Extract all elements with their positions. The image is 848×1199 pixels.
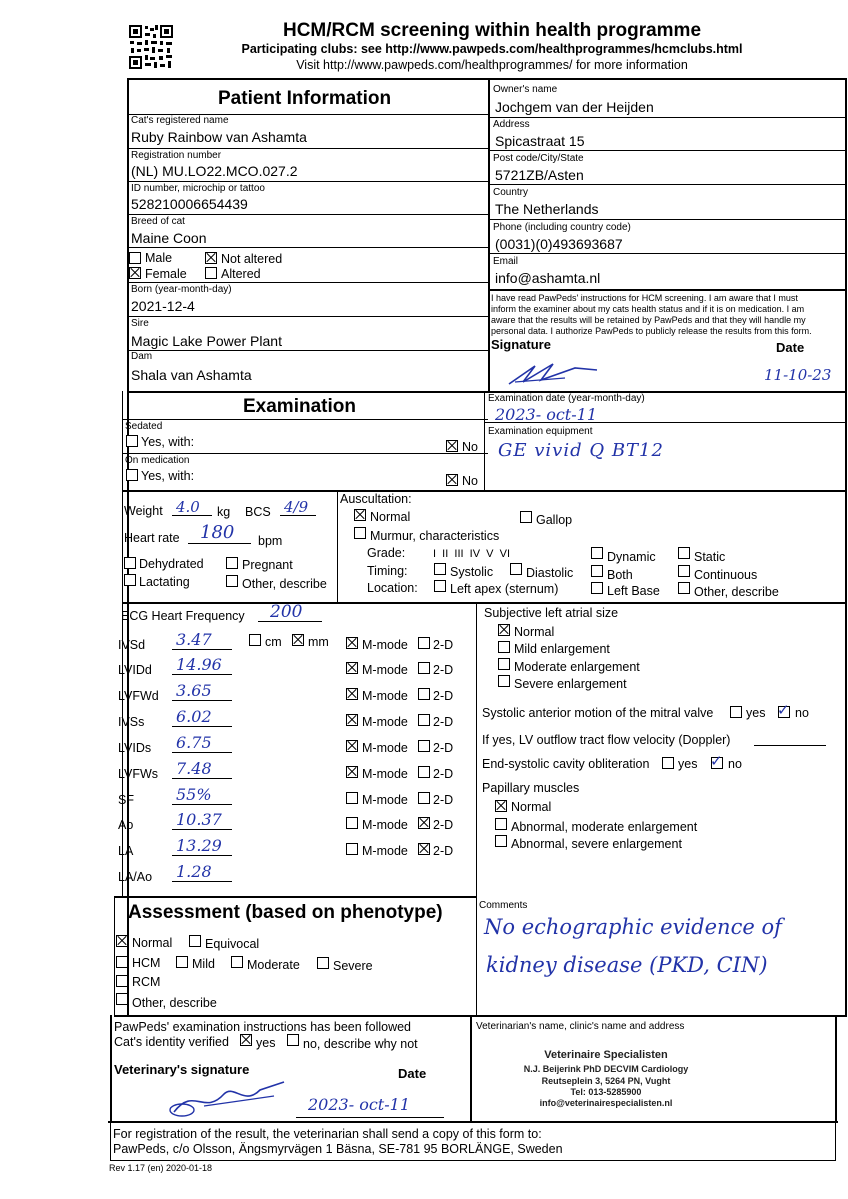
diastolic-checkbox[interactable]: [510, 563, 522, 575]
left-apex-label: Left apex (sternum): [450, 582, 559, 596]
identity-yes-label: yes: [256, 1036, 276, 1050]
atrial-size-label: Subjective left atrial size: [484, 606, 619, 620]
twod-label: 2-D: [433, 793, 454, 807]
female-checkbox[interactable]: [129, 267, 141, 279]
altered-label: Altered: [221, 267, 261, 281]
medication-label: On medication: [125, 455, 190, 466]
systolic-label: Systolic: [450, 565, 494, 579]
static-checkbox[interactable]: [678, 547, 690, 559]
mmode-checkbox[interactable]: [346, 766, 358, 778]
atrial-moderate-label: Moderate enlargement: [514, 660, 640, 674]
instructions-followed: PawPeds' examination instructions has been followed: [114, 1020, 412, 1034]
assess-rcm-checkbox[interactable]: [116, 975, 128, 987]
mmode-label: M-mode: [362, 638, 408, 652]
owner-date-label: Date: [776, 340, 805, 355]
echo-value-lvidd[interactable]: 14.96: [176, 655, 222, 674]
consent-line-4: personal data. I authorize PawPeds to publicly release the results from this form.: [491, 326, 812, 336]
postcode-value[interactable]: 5721ZB/Asten: [495, 167, 584, 183]
assess-hcm-label: HCM: [132, 956, 161, 970]
vet-stamp-line-4: Tel: 013-5285900: [570, 1087, 642, 1097]
vet-stamp-line-5: info@veterinairespecialisten.nl: [539, 1098, 673, 1108]
assess-other-checkbox[interactable]: [116, 993, 128, 1005]
assess-severe-label: Severe: [333, 959, 373, 973]
pregnant-label: Pregnant: [242, 558, 293, 572]
mmode-label: M-mode: [362, 663, 408, 677]
owner-name-value[interactable]: Jochgem van der Heijden: [495, 99, 654, 115]
gallop-label: Gallop: [536, 513, 573, 527]
other-describe-checkbox[interactable]: [226, 575, 238, 587]
sedated-yes-label: Yes, with:: [141, 435, 195, 449]
mmode-checkbox[interactable]: [346, 637, 358, 649]
echo-label-lvfwd: LVFWd: [118, 689, 159, 703]
continuous-label: Continuous: [694, 568, 758, 582]
mmode-checkbox[interactable]: [346, 843, 358, 855]
echo-underline: [172, 881, 232, 882]
sire-label: Sire: [131, 318, 149, 329]
not-altered-checkbox[interactable]: [205, 252, 217, 264]
twod-label: 2-D: [433, 663, 454, 677]
grade-options[interactable]: I II III IV V VI: [433, 548, 511, 560]
mmode-checkbox[interactable]: [346, 792, 358, 804]
assess-hcm-checkbox[interactable]: [116, 956, 128, 968]
echo-value-lvids[interactable]: 6.75: [176, 733, 212, 752]
sam-label: Systolic anterior motion of the mitral valve: [482, 706, 714, 720]
heart-rate-unit: bpm: [258, 534, 283, 548]
medication-no-label: No: [462, 474, 478, 488]
identity-verified-label: Cat's identity verified: [114, 1035, 229, 1049]
male-checkbox[interactable]: [129, 252, 141, 264]
vet-stamp-line-1: Veterinaire Specialisten: [544, 1049, 668, 1061]
id-value[interactable]: 528210006654439: [131, 196, 248, 212]
twod-label: 2-D: [433, 638, 454, 652]
atrial-normal-checkbox[interactable]: [498, 624, 510, 636]
twod-label: 2-D: [433, 715, 454, 729]
ecg-label: ECG Heart Frequency: [121, 609, 245, 623]
echo-underline: [172, 804, 232, 805]
medication-yes-checkbox[interactable]: [126, 469, 138, 481]
atrial-moderate-checkbox[interactable]: [498, 658, 510, 670]
twod-checkbox[interactable]: [418, 817, 430, 829]
echo-label-la-ao: LA/Ao: [118, 870, 153, 884]
continuous-checkbox[interactable]: [678, 565, 690, 577]
echo-label-sf: SF: [118, 793, 134, 807]
echo-underline: [172, 649, 232, 650]
assess-equivocal-checkbox[interactable]: [189, 935, 201, 947]
echo-underline: [172, 700, 232, 701]
equipment-value[interactable]: GE vivid Q BT12: [498, 440, 664, 461]
assess-mild-checkbox[interactable]: [176, 956, 188, 968]
id-label: ID number, microchip or tattoo: [131, 183, 265, 194]
heart-rate-value[interactable]: 180: [200, 522, 235, 543]
atrial-mild-checkbox[interactable]: [498, 641, 510, 653]
lactating-checkbox[interactable]: [124, 574, 136, 586]
echo-underline: [172, 726, 232, 727]
papillary-severe-label: Abnormal, severe enlargement: [511, 837, 682, 851]
echo-label-ivss: IVSs: [118, 715, 145, 729]
comments-label: Comments: [479, 900, 528, 911]
consent-line-3: aware that the results will be retained by PawPeds and that they will handle my: [491, 315, 806, 325]
consent-line-1: I have read PawPeds' instructions for HCM screening. I am aware that I must: [491, 293, 798, 303]
papillary-normal-checkbox[interactable]: [495, 800, 507, 812]
sedated-yes-checkbox[interactable]: [126, 435, 138, 447]
comments-line-1[interactable]: No echographic evidence of: [484, 915, 782, 939]
echo-value-ao[interactable]: 10.37: [176, 810, 222, 829]
assess-mild-label: Mild: [192, 957, 215, 971]
left-base-checkbox[interactable]: [591, 582, 603, 594]
phone-value[interactable]: (0031)(0)493693687: [495, 236, 623, 252]
postcode-label: Post code/City/State: [493, 153, 584, 164]
vet-signature[interactable]: [164, 1076, 294, 1120]
email-value[interactable]: info@ashamta.nl: [495, 270, 601, 286]
qr-code-icon: [128, 24, 174, 70]
mmode-label: M-mode: [362, 818, 408, 832]
twod-checkbox[interactable]: [418, 637, 430, 649]
sire-value[interactable]: Magic Lake Power Plant: [131, 333, 282, 349]
atrial-mild-label: Mild enlargement: [514, 642, 610, 656]
assess-severe-checkbox[interactable]: [317, 957, 329, 969]
assess-equivocal-label: Equivocal: [205, 937, 260, 951]
assess-normal-checkbox[interactable]: [116, 935, 128, 947]
both-checkbox[interactable]: [591, 565, 603, 577]
sam-no-label: no: [795, 706, 809, 720]
examination-heading: Examination: [243, 396, 356, 417]
pregnant-checkbox[interactable]: [226, 557, 238, 569]
phone-label: Phone (including country code): [493, 222, 631, 233]
twod-checkbox[interactable]: [418, 662, 430, 674]
systolic-checkbox[interactable]: [434, 563, 446, 575]
twod-label: 2-D: [433, 689, 454, 703]
identity-no-checkbox[interactable]: [287, 1034, 299, 1046]
echo-underline: [172, 752, 232, 753]
atrial-severe-label: Severe enlargement: [514, 677, 627, 691]
echo-label-lvids: LVIDs: [118, 741, 152, 755]
atrial-normal-label: Normal: [514, 625, 555, 639]
murmur-checkbox[interactable]: [354, 527, 366, 539]
assess-normal-label: Normal: [132, 936, 173, 950]
echo-value-lvfws[interactable]: 7.48: [176, 759, 212, 778]
papillary-label: Papillary muscles: [482, 781, 580, 795]
equipment-label: Examination equipment: [488, 426, 593, 437]
twod-checkbox[interactable]: [418, 792, 430, 804]
weight-unit: kg: [217, 505, 231, 519]
murmur-label: Murmur, characteristics: [370, 529, 500, 543]
assess-rcm-label: RCM: [132, 975, 161, 989]
unit-cm-label: cm: [265, 635, 282, 649]
owner-signature-label: Signature: [491, 337, 551, 352]
consent-line-2: inform the examiner about my cats health status and if it is on medication. I am: [491, 304, 805, 314]
mmode-checkbox[interactable]: [346, 688, 358, 700]
weight-label: Weight: [124, 504, 163, 518]
dam-label: Dam: [131, 351, 153, 362]
echo-underline: [172, 855, 232, 856]
footer-line-1: For registration of the result, the veterinarian shall send a copy of this form to:: [113, 1127, 542, 1141]
vet-stamp-line-2: N.J. Beijerink PhD DECVIM Cardiology: [523, 1064, 689, 1074]
sedated-label: Sedated: [125, 421, 163, 432]
breed-label: Breed of cat: [131, 216, 185, 227]
not-altered-label: Not altered: [221, 252, 283, 266]
mmode-label: M-mode: [362, 767, 408, 781]
mmode-label: M-mode: [362, 793, 408, 807]
ecg-value[interactable]: 200: [270, 602, 303, 622]
exam-date-value[interactable]: 2023- oct-11: [495, 405, 597, 424]
twod-label: 2-D: [433, 741, 454, 755]
cat-name-label: Cat's registered name: [131, 115, 229, 126]
echo-label-la: LA: [118, 844, 134, 858]
mmode-label: M-mode: [362, 689, 408, 703]
twod-checkbox[interactable]: [418, 843, 430, 855]
twod-checkbox[interactable]: [418, 688, 430, 700]
vet-date-label: Date: [398, 1066, 427, 1081]
mmode-label: M-mode: [362, 844, 408, 858]
heart-rate-label: Heart rate: [124, 531, 180, 545]
grade-label: Grade:: [367, 546, 406, 560]
assess-other-label: Other, describe: [132, 996, 217, 1010]
identity-yes-checkbox[interactable]: [240, 1034, 252, 1046]
auscultation-label: Auscultation:: [340, 492, 412, 506]
mmode-label: M-mode: [362, 715, 408, 729]
unit-mm-label: mm: [308, 635, 329, 649]
eso-no-check-icon: ✓: [710, 753, 723, 770]
owner-date-value[interactable]: 11-10-23: [764, 366, 832, 384]
twod-label: 2-D: [433, 818, 454, 832]
diastolic-label: Diastolic: [526, 566, 574, 580]
papillary-severe-checkbox[interactable]: [495, 835, 507, 847]
unit-cm-checkbox[interactable]: [249, 634, 261, 646]
born-label: Born (year-month-day): [131, 284, 232, 295]
left-apex-checkbox[interactable]: [434, 580, 446, 592]
weight-value[interactable]: 4.0: [176, 498, 200, 516]
female-label: Female: [145, 267, 187, 281]
ausc-normal-checkbox[interactable]: [354, 509, 366, 521]
cat-name-value[interactable]: Ruby Rainbow van Ashamta: [131, 129, 307, 145]
twod-label: 2-D: [433, 767, 454, 781]
location-label: Location:: [367, 581, 418, 595]
owner-name-label: Owner's name: [493, 84, 558, 95]
echo-label-lvidd: LVIDd: [118, 663, 152, 677]
ausc-normal-label: Normal: [370, 510, 411, 524]
owner-signature[interactable]: [505, 358, 605, 390]
echo-value-ivsd[interactable]: 3.47: [176, 630, 212, 649]
patient-heading: Patient Information: [218, 88, 392, 109]
atrial-severe-checkbox[interactable]: [498, 675, 510, 687]
eso-label: End-systolic cavity obliteration: [482, 757, 650, 771]
twod-label: 2-D: [433, 844, 454, 858]
ausc-other-checkbox[interactable]: [678, 582, 690, 594]
lactating-label: Lactating: [139, 575, 190, 589]
both-label: Both: [607, 568, 633, 582]
comments-line-2[interactable]: kidney disease (PKD, CIN): [486, 953, 768, 977]
mmode-checkbox[interactable]: [346, 662, 358, 674]
mmode-checkbox[interactable]: [346, 817, 358, 829]
eso-no-label: no: [728, 757, 742, 771]
registration-label: Registration number: [131, 150, 222, 161]
mmode-checkbox[interactable]: [346, 714, 358, 726]
registration-value[interactable]: (NL) MU.LO22.MCO.027.2: [131, 163, 298, 179]
exam-date-label: Examination date (year-month-day): [488, 393, 645, 404]
assess-moderate-checkbox[interactable]: [231, 956, 243, 968]
other-describe-label: Other, describe: [242, 577, 327, 591]
medication-no-checkbox[interactable]: [446, 474, 458, 486]
twod-checkbox[interactable]: [418, 714, 430, 726]
sam-yes-checkbox[interactable]: [730, 706, 742, 718]
country-value[interactable]: The Netherlands: [495, 201, 599, 217]
twod-checkbox[interactable]: [418, 740, 430, 752]
timing-label: Timing:: [367, 564, 408, 578]
sam-no-check-icon: ✓: [777, 702, 790, 719]
papillary-moderate-checkbox[interactable]: [495, 818, 507, 830]
mmode-label: M-mode: [362, 741, 408, 755]
country-label: Country: [493, 187, 529, 198]
vet-stamp-line-3: Reutseplein 3, 5264 PN, Vught: [541, 1076, 671, 1086]
papillary-normal-label: Normal: [511, 800, 552, 814]
static-label: Static: [694, 550, 726, 564]
echo-underline: [172, 674, 232, 675]
dynamic-checkbox[interactable]: [591, 547, 603, 559]
address-label: Address: [493, 119, 530, 130]
twod-checkbox[interactable]: [418, 766, 430, 778]
sedated-no-label: No: [462, 440, 478, 454]
form-visit-info: Visit http://www.pawpeds.com/healthprogrammes/ for more information: [296, 58, 688, 72]
footer-line-2: PawPeds, c/o Olsson, Ängsmyrvägen 1 Bäsna, SE-781 95 BORLÄNGE, Sweden: [113, 1142, 563, 1156]
address-value[interactable]: Spicastraat 15: [495, 133, 585, 149]
bcs-value[interactable]: 4/9: [284, 498, 309, 516]
echo-value-lvfwd[interactable]: 3.65: [176, 681, 212, 700]
breed-value[interactable]: Maine Coon: [131, 230, 207, 246]
echo-value-sf[interactable]: 55%: [176, 785, 212, 804]
vet-name-label: Veterinarian's name, clinic's name and address: [476, 1021, 685, 1032]
echo-label-lvfws: LVFWs: [118, 767, 159, 781]
form-subtitle: Participating clubs: see http://www.pawpeds.com/healthprogrammes/hcmclubs.html: [241, 42, 743, 56]
sedated-no-checkbox[interactable]: [446, 440, 458, 452]
echo-value-ivss[interactable]: 6.02: [176, 707, 212, 726]
vet-signature-label: Veterinary's signature: [114, 1062, 250, 1077]
revision-label: Rev 1.17 (en) 2020-01-18: [109, 1163, 213, 1173]
lvot-label: If yes, LV outflow tract flow velocity (Doppler): [482, 733, 731, 747]
echo-value-la-ao[interactable]: 1.28: [176, 862, 212, 881]
echo-underline: [172, 829, 232, 830]
identity-no-label: no, describe why not: [303, 1037, 418, 1051]
altered-checkbox[interactable]: [205, 267, 217, 279]
eso-yes-label: yes: [678, 757, 698, 771]
gallop-checkbox[interactable]: [520, 511, 532, 523]
dam-value[interactable]: Shala van Ashamta: [131, 367, 252, 383]
vet-date-value[interactable]: 2023- oct-11: [308, 1095, 410, 1114]
medication-yes-label: Yes, with:: [141, 469, 195, 483]
form-title: HCM/RCM screening within health programme: [282, 20, 702, 41]
assessment-heading: Assessment (based on phenotype): [128, 902, 443, 923]
male-label: Male: [145, 251, 173, 265]
bcs-label: BCS: [245, 505, 271, 519]
dynamic-label: Dynamic: [607, 550, 656, 564]
dehydrated-checkbox[interactable]: [124, 557, 136, 569]
email-label: Email: [493, 256, 519, 267]
papillary-moderate-label: Abnormal, moderate enlargement: [511, 820, 698, 834]
echo-underline: [172, 778, 232, 779]
dehydrated-label: Dehydrated: [139, 557, 204, 571]
echo-label-ao: Ao: [118, 818, 134, 832]
mmode-checkbox[interactable]: [346, 740, 358, 752]
born-value[interactable]: 2021-12-4: [131, 298, 195, 314]
echo-label-ivsd: IVSd: [118, 638, 146, 652]
ausc-other-label: Other, describe: [694, 585, 779, 599]
sam-yes-label: yes: [746, 706, 766, 720]
echo-value-la[interactable]: 13.29: [176, 836, 222, 855]
eso-yes-checkbox[interactable]: [662, 757, 674, 769]
left-base-label: Left Base: [607, 584, 660, 598]
assess-moderate-label: Moderate: [247, 958, 300, 972]
unit-mm-checkbox[interactable]: [292, 634, 304, 646]
